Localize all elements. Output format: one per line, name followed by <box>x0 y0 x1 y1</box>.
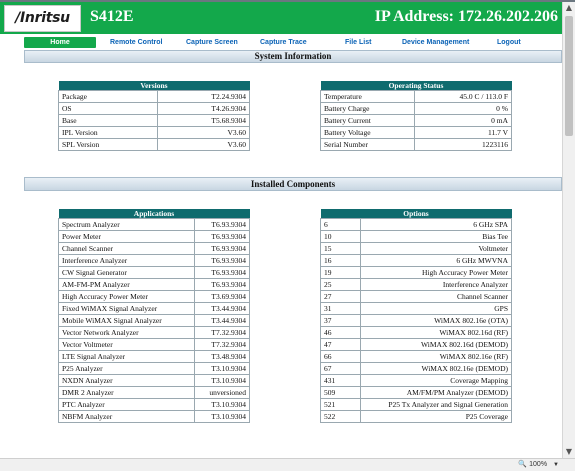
application-version: unversioned <box>194 387 249 399</box>
scrollbar-thumb[interactable] <box>565 16 573 136</box>
nav-remote-control[interactable]: Remote Control <box>110 39 163 46</box>
option-name: Interference Analyzer <box>361 279 512 291</box>
zoom-icon: 🔍 <box>518 461 528 468</box>
table-row <box>59 303 250 315</box>
application-name: Mobile WiMAX Signal Analyzer <box>59 315 195 327</box>
application-name: NBFM Analyzer <box>59 411 195 423</box>
header-bar <box>0 2 562 34</box>
table-row <box>59 351 250 363</box>
application-name: Power Meter <box>59 231 195 243</box>
option-name: WiMAX 802.16d (RF) <box>361 327 512 339</box>
application-name: P25 Analyzer <box>59 363 195 375</box>
table-row <box>321 351 512 363</box>
option-name: Bias Tee <box>361 231 512 243</box>
application-version: T3.44.9304 <box>194 315 249 327</box>
status-value: 11.7 V <box>415 127 512 139</box>
zoom-control[interactable] <box>518 460 559 468</box>
option-number: 25 <box>321 279 361 291</box>
table-row <box>321 315 512 327</box>
option-number: 522 <box>321 411 361 423</box>
table-row <box>59 103 250 115</box>
option-number: 66 <box>321 351 361 363</box>
application-version: T3.10.9304 <box>194 399 249 411</box>
table-row <box>321 255 512 267</box>
table-row <box>59 363 250 375</box>
table-row <box>321 231 512 243</box>
table-row <box>321 387 512 399</box>
option-name: WiMAX 802.16d (DEMOD) <box>361 339 512 351</box>
application-name: DMR 2 Analyzer <box>59 387 195 399</box>
application-version: T3.10.9304 <box>194 411 249 423</box>
table-row <box>321 411 512 423</box>
version-value: T2.24.9304 <box>157 91 249 103</box>
table-row <box>59 375 250 387</box>
table-row <box>59 387 250 399</box>
vertical-scrollbar[interactable] <box>562 2 575 458</box>
version-label: OS <box>59 103 158 115</box>
option-name: Channel Scanner <box>361 291 512 303</box>
table-row <box>321 291 512 303</box>
operating-status-table <box>320 81 512 151</box>
table-row <box>321 279 512 291</box>
system-information-bar: System Information <box>24 50 562 63</box>
table-row <box>321 327 512 339</box>
table-row <box>59 115 250 127</box>
option-number: 10 <box>321 231 361 243</box>
table-row <box>59 127 250 139</box>
option-name: Coverage Mapping <box>361 375 512 387</box>
ip-address: IP Address: 172.26.202.206 <box>374 8 558 25</box>
table-row <box>59 243 250 255</box>
application-name: Fixed WiMAX Signal Analyzer <box>59 303 195 315</box>
version-label: Package <box>59 91 158 103</box>
table-row <box>59 279 250 291</box>
options-header: Options <box>321 209 512 219</box>
option-name: AM/FM/PM Analyzer (DEMOD) <box>361 387 512 399</box>
table-row <box>59 267 250 279</box>
operating-status-header: Operating Status <box>321 81 512 91</box>
option-name: GPS <box>361 303 512 315</box>
option-number: 431 <box>321 375 361 387</box>
applications-table <box>58 209 250 423</box>
table-row <box>59 399 250 411</box>
table-row <box>321 127 512 139</box>
application-version: T6.93.9304 <box>194 267 249 279</box>
table-row <box>59 219 250 231</box>
table-row <box>321 243 512 255</box>
application-name: PTC Analyzer <box>59 399 195 411</box>
application-version: T3.10.9304 <box>194 363 249 375</box>
nav-capture-screen[interactable]: Capture Screen <box>186 39 238 46</box>
table-row <box>321 139 512 151</box>
scroll-up-icon[interactable]: ▲ <box>565 3 573 12</box>
table-row <box>59 139 250 151</box>
option-number: 46 <box>321 327 361 339</box>
application-name: LTE Signal Analyzer <box>59 351 195 363</box>
page-viewport <box>0 2 562 458</box>
application-version: T6.93.9304 <box>194 231 249 243</box>
table-row <box>59 411 250 423</box>
option-name: Voltmeter <box>361 243 512 255</box>
status-label: Battery Voltage <box>321 127 415 139</box>
table-row <box>59 231 250 243</box>
option-name: P25 Tx Analyzer and Signal Generation <box>361 399 512 411</box>
application-name: AM-FM-PM Analyzer <box>59 279 195 291</box>
application-name: Interference Analyzer <box>59 255 195 267</box>
application-name: CW Signal Generator <box>59 267 195 279</box>
application-version: T6.93.9304 <box>194 219 249 231</box>
logo-text: /Inritsu <box>15 10 70 26</box>
nav-device-management[interactable]: Device Management <box>402 39 470 46</box>
status-label: Battery Current <box>321 115 415 127</box>
table-row <box>321 339 512 351</box>
option-number: 47 <box>321 339 361 351</box>
main-nav <box>0 36 562 49</box>
option-number: 31 <box>321 303 361 315</box>
table-row <box>321 375 512 387</box>
chevron-down-icon[interactable]: ▼ <box>553 462 559 468</box>
status-value: 45.0 C / 113.0 F <box>415 91 512 103</box>
table-row <box>321 91 512 103</box>
application-version: T7.32.9304 <box>194 327 249 339</box>
version-value: V3.60 <box>157 139 249 151</box>
nav-capture-trace[interactable]: Capture Trace <box>260 39 307 46</box>
options-table <box>320 209 512 423</box>
status-value: 0 mA <box>415 115 512 127</box>
application-version: T3.10.9304 <box>194 375 249 387</box>
option-name: High Accuracy Power Meter <box>361 267 512 279</box>
table-row <box>321 363 512 375</box>
option-number: 521 <box>321 399 361 411</box>
status-value: 1223116 <box>415 139 512 151</box>
application-version: T3.48.9304 <box>194 351 249 363</box>
scroll-down-icon[interactable]: ▼ <box>565 447 573 456</box>
option-name: 6 GHz SPA <box>361 219 512 231</box>
application-name: Vector Network Analyzer <box>59 327 195 339</box>
status-label: Serial Number <box>321 139 415 151</box>
application-version: T7.32.9304 <box>194 339 249 351</box>
application-name: Channel Scanner <box>59 243 195 255</box>
table-row <box>321 399 512 411</box>
status-value: 0 % <box>415 103 512 115</box>
nav-file-list[interactable]: File List <box>345 39 372 46</box>
option-number: 19 <box>321 267 361 279</box>
table-row <box>321 219 512 231</box>
table-row <box>59 255 250 267</box>
table-row <box>59 91 250 103</box>
versions-header: Versions <box>59 81 250 91</box>
option-number: 6 <box>321 219 361 231</box>
version-label: SPL Version <box>59 139 158 151</box>
application-version: T6.93.9304 <box>194 279 249 291</box>
option-number: 67 <box>321 363 361 375</box>
device-model: S412E <box>90 8 134 25</box>
table-row <box>321 267 512 279</box>
table-row <box>321 115 512 127</box>
table-row <box>59 315 250 327</box>
version-label: IPL Version <box>59 127 158 139</box>
version-label: Base <box>59 115 158 127</box>
table-row <box>321 303 512 315</box>
option-name: WiMAX 802.16e (OTA) <box>361 315 512 327</box>
table-row <box>59 327 250 339</box>
application-name: High Accuracy Power Meter <box>59 291 195 303</box>
option-name: WiMAX 802.16e (DEMOD) <box>361 363 512 375</box>
installed-components-bar: Installed Components <box>24 177 562 191</box>
application-name: NXDN Analyzer <box>59 375 195 387</box>
application-name: Vector Voltmeter <box>59 339 195 351</box>
anritsu-logo <box>4 5 81 32</box>
option-name: WiMAX 802.16e (RF) <box>361 351 512 363</box>
option-number: 15 <box>321 243 361 255</box>
applications-header: Applications <box>59 209 250 219</box>
option-number: 509 <box>321 387 361 399</box>
application-version: T6.93.9304 <box>194 255 249 267</box>
zoom-level: 100% <box>529 461 548 468</box>
option-number: 27 <box>321 291 361 303</box>
status-label: Battery Charge <box>321 103 415 115</box>
nav-home[interactable]: Home <box>24 37 96 48</box>
versions-table <box>58 81 250 151</box>
table-row <box>59 291 250 303</box>
status-bar <box>0 458 575 471</box>
version-value: T5.68.9304 <box>157 115 249 127</box>
application-version: T3.69.9304 <box>194 291 249 303</box>
table-row <box>59 339 250 351</box>
application-version: T6.93.9304 <box>194 243 249 255</box>
option-name: 6 GHz MWVNA <box>361 255 512 267</box>
application-version: T3.44.9304 <box>194 303 249 315</box>
option-number: 37 <box>321 315 361 327</box>
table-row <box>321 103 512 115</box>
status-label: Temperature <box>321 91 415 103</box>
nav-logout[interactable]: Logout <box>497 39 521 46</box>
application-name: Spectrum Analyzer <box>59 219 195 231</box>
option-name: P25 Coverage <box>361 411 512 423</box>
version-value: V3.60 <box>157 127 249 139</box>
option-number: 16 <box>321 255 361 267</box>
version-value: T4.26.9304 <box>157 103 249 115</box>
